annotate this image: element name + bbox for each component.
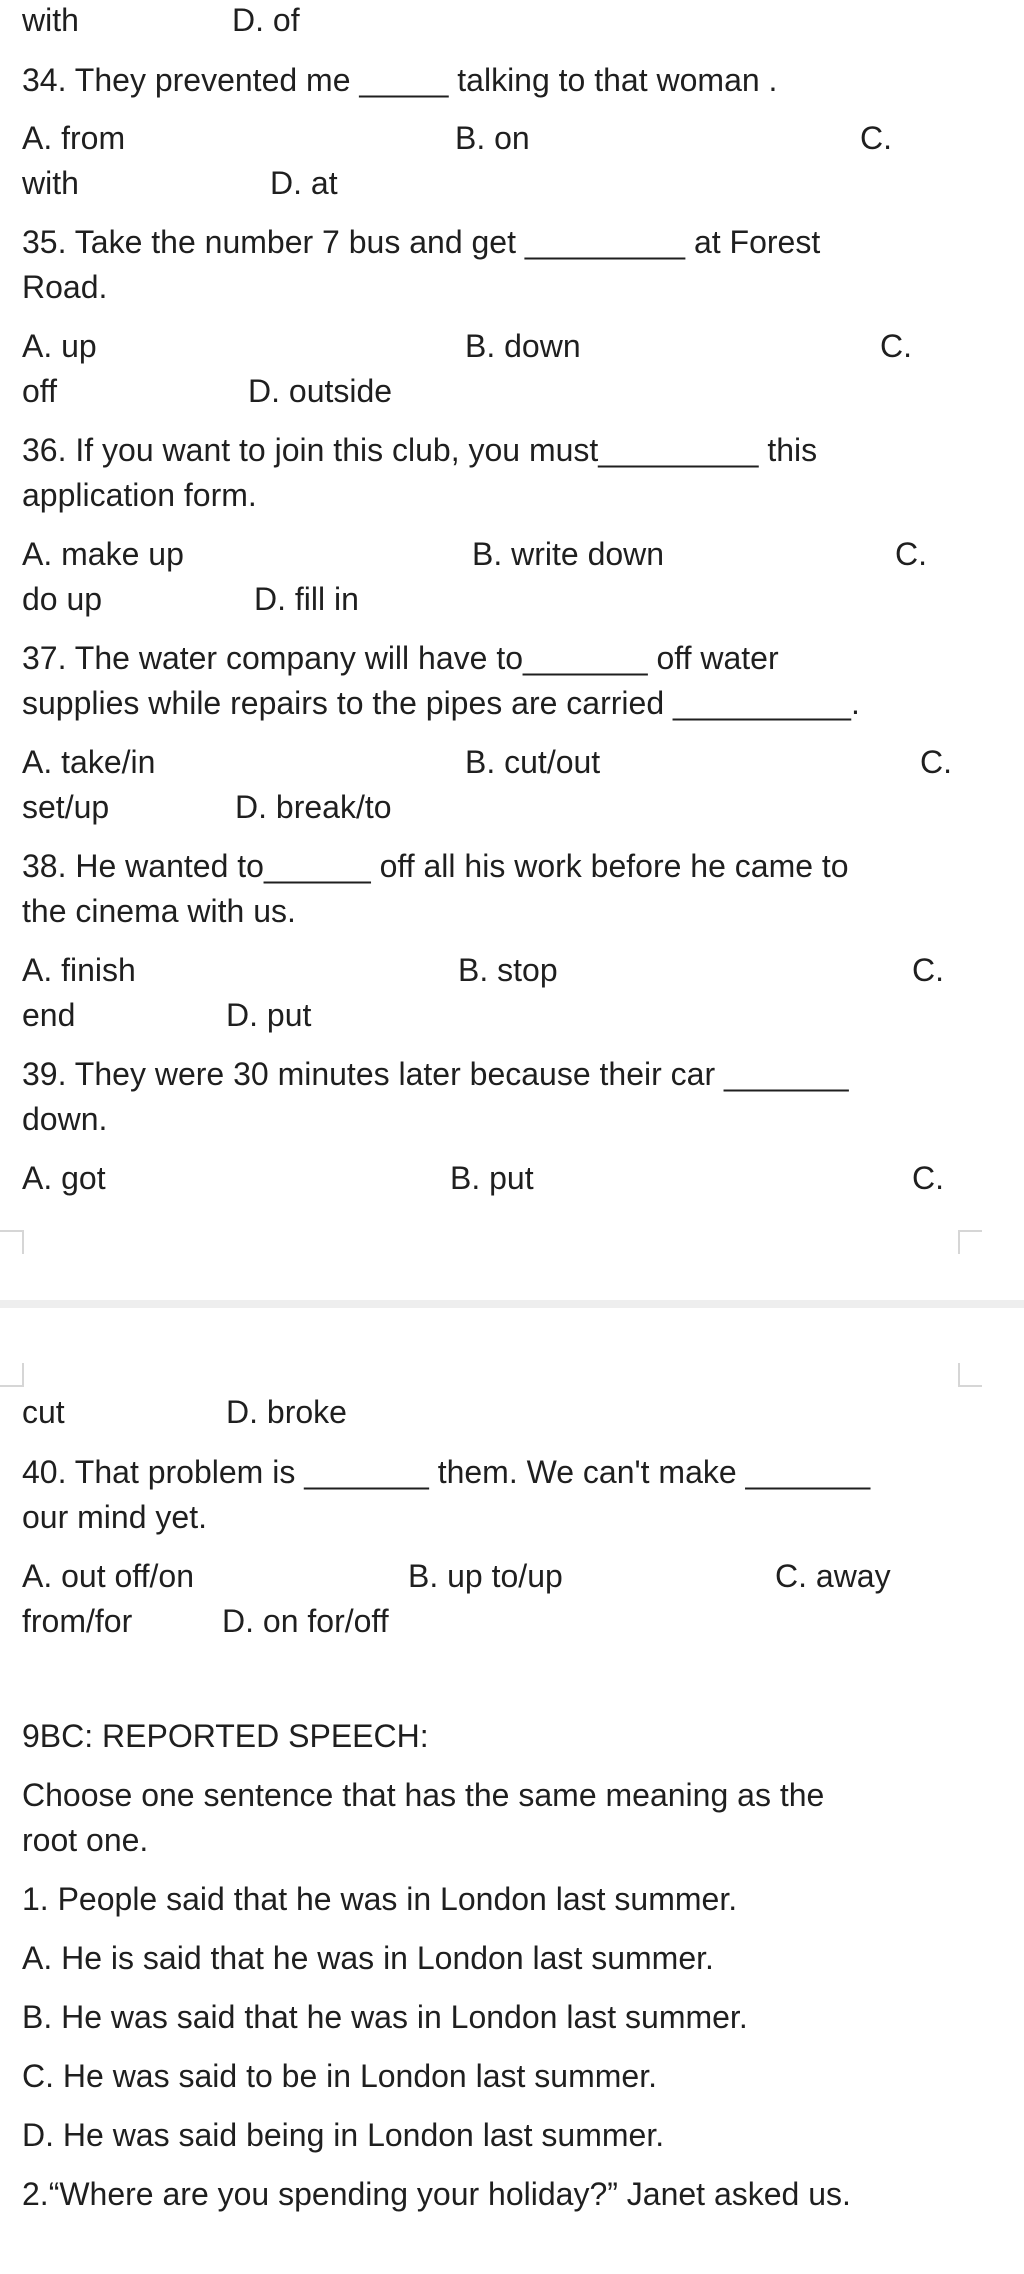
rs1-option-c: C. He was said to be in London last summer.: [22, 2058, 657, 2094]
q39-stem-line2: down.: [22, 1101, 108, 1137]
q36-stem-line1: 36. If you want to join this club, you must_________ this: [22, 432, 818, 468]
page-separator: [0, 1300, 1024, 1308]
q36-option-d: D. fill in: [254, 581, 359, 617]
q37-option-b: B. cut/out: [465, 744, 601, 780]
q40-stem-line2: our mind yet.: [22, 1499, 207, 1535]
q39-option-d: D. broke: [226, 1394, 347, 1430]
q36-option-c-letter: C.: [895, 536, 927, 572]
q38-option-d: D. put: [226, 997, 312, 1033]
q40-option-c-text: from/for: [22, 1603, 133, 1639]
q36-stem-line2: application form.: [22, 477, 257, 513]
q33-option-c-text: with: [22, 2, 79, 38]
q37-option-c-text: set/up: [22, 789, 110, 825]
q34-option-c-letter: C.: [860, 120, 892, 156]
q38-stem-line1: 38. He wanted to______ off all his work before he came to: [22, 848, 849, 884]
instruction-line2: root one.: [22, 1822, 149, 1858]
q37-option-c-letter: C.: [920, 744, 952, 780]
q35-option-c-letter: C.: [880, 328, 912, 364]
q37-stem-line1: 37. The water company will have to_______ off water: [22, 640, 779, 676]
q40-option-c: C. away: [775, 1558, 891, 1594]
q35-option-d: D. outside: [248, 373, 393, 409]
q36-option-a: A. make up: [22, 536, 184, 572]
q34-option-b: B. on: [455, 120, 530, 156]
q37-option-a: A. take/in: [22, 744, 156, 780]
q37-stem-line2: supplies while repairs to the pipes are carried __________.: [22, 685, 860, 721]
q34-option-d: D. at: [270, 165, 338, 201]
q38-option-a: A. finish: [22, 952, 136, 988]
rs1-option-b: B. He was said that he was in London last summer.: [22, 1999, 748, 2035]
q34-option-a: A. from: [22, 120, 126, 156]
page-corner-mark: [958, 1363, 982, 1387]
q35-stem-line1: 35. Take the number 7 bus and get _________ at Forest: [22, 224, 821, 260]
rs2-stem: 2.“Where are you spending your holiday?” Janet asked us.: [22, 2176, 851, 2212]
rs1-stem: 1. People said that he was in London last summer.: [22, 1881, 738, 1917]
q35-option-a: A. up: [22, 328, 97, 364]
q35-option-c-text: off: [22, 373, 57, 409]
page-corner-mark: [958, 1230, 982, 1254]
q33-option-d: D. of: [232, 2, 300, 38]
section-title: 9BC: REPORTED SPEECH:: [22, 1718, 429, 1754]
q34-stem: 34. They prevented me _____ talking to that woman .: [22, 62, 778, 98]
page-corner-mark: [0, 1363, 24, 1387]
q38-stem-line2: the cinema with us.: [22, 893, 296, 929]
q34-option-c-text: with: [22, 165, 79, 201]
instruction-line1: Choose one sentence that has the same meaning as the: [22, 1777, 825, 1813]
q40-option-d: D. on for/off: [222, 1603, 389, 1639]
q39-option-c-text: cut: [22, 1394, 65, 1430]
q40-stem-line1: 40. That problem is _______ them. We can't make _______: [22, 1454, 871, 1490]
q40-option-a: A. out off/on: [22, 1558, 194, 1594]
q39-stem-line1: 39. They were 30 minutes later because their car _______: [22, 1056, 849, 1092]
q39-option-a: A. got: [22, 1160, 106, 1196]
q38-option-b: B. stop: [458, 952, 558, 988]
q37-option-d: D. break/to: [235, 789, 392, 825]
q38-option-c-text: end: [22, 997, 76, 1033]
q35-option-b: B. down: [465, 328, 581, 364]
q40-option-b: B. up to/up: [408, 1558, 563, 1594]
q35-stem-line2: Road.: [22, 269, 108, 305]
q36-option-c-text: do up: [22, 581, 103, 617]
page-corner-mark: [0, 1230, 24, 1254]
rs1-option-a: A. He is said that he was in London last summer.: [22, 1940, 714, 1976]
rs1-option-d: D. He was said being in London last summer.: [22, 2117, 665, 2153]
q39-option-c-letter: C.: [912, 1160, 944, 1196]
q36-option-b: B. write down: [472, 536, 665, 572]
q39-option-b: B. put: [450, 1160, 534, 1196]
q38-option-c-letter: C.: [912, 952, 944, 988]
